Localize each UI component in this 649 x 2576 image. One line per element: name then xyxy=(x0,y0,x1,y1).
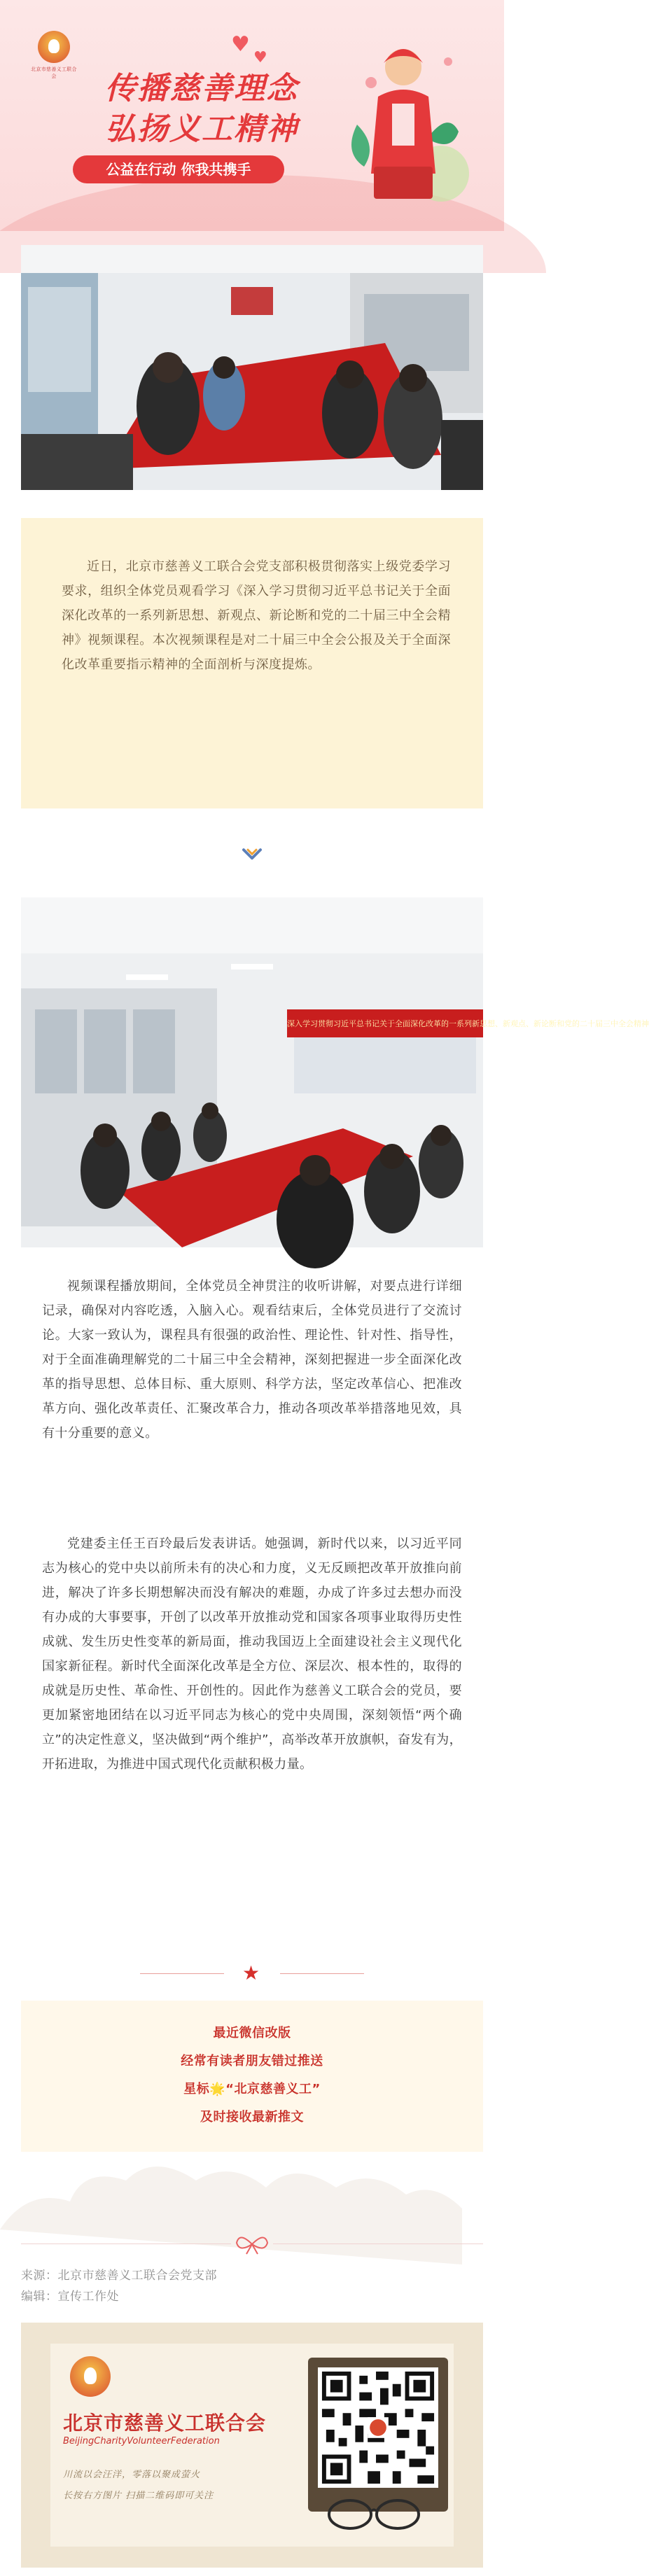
body-paragraph-2: 党建委主任王百玲最后发表讲话。她强调，新时代以来，以习近平同志为核心的党中央以前所未有的决心和力度，义无反顾把改革开放推向前进，解决了许多长期想解决而没有解决的难题，办成了许多过去想办而没有办成的大事要事，开创了以改革开放推动党和国家各项事业取得历史性成就、发生历史性变革的新局面，推动我国迈上全面建设社会主义现代化国家新征程。新时代全面深化改革是全方位、深层次、根本性的，取得的成就是历史性、革命性、开创性的。因此作为慈善义工联合会的党员，要更加紧密地团结在以习近平同志为核心的党中央周围，深刻领悟“两个确立”的决定性意义，坚决做到“两个维护”，高举改革开放旗帜，奋发有为，开拓进取，为推进中国式现代化贡献积极力量。 xyxy=(42,1536,462,1772)
banner-title xyxy=(55,69,349,150)
footer-card xyxy=(21,2323,483,2568)
divider-line xyxy=(140,1973,224,1974)
notice-line-3 xyxy=(21,2079,483,2097)
meeting-screen-text: 深入学习贯彻习近平总书记关于全面深化改革的一系列新思想、新观点、新论断和党的二十届三中全会精神 xyxy=(287,1019,649,1028)
glasses-decoration xyxy=(322,2491,427,2533)
credit-source: 来源：北京市慈善义工联合会党支部 xyxy=(21,2269,217,2283)
volunteer-illustration xyxy=(343,34,462,209)
star-divider xyxy=(126,1960,378,1988)
org-logo-icon xyxy=(70,2356,111,2397)
star-emoji-icon: 🌟 xyxy=(209,2082,226,2096)
intro-paragraph: 近日，北京市慈善义工联合会党支部积极贯彻落实上级党委学习要求，组织全体党员观看学习《深入学习贯彻习近平总书记关于全面深化改革的一系列新思想、新观点、新论断和党的二十届三中全会精神》视频课程。本次视频课程是对二十届三中全会公报及关于全面深化改革重要指示精神的全面剖析与深度提炼。 xyxy=(62,559,451,672)
credit-editor: 编辑：宣传工作处 xyxy=(21,2290,119,2304)
charity-seal-icon xyxy=(38,31,70,63)
qr-code[interactable] xyxy=(318,2367,438,2488)
bow-icon xyxy=(234,2233,270,2255)
heart-icon: ♥ xyxy=(231,32,250,57)
notice-line-4: 及时接收最新推文 xyxy=(200,2110,304,2124)
body-paragraph-1: 视频课程播放期间，全体党员全神贯注的收听讲解，对要点进行详细记录，确保对内容吃透，入脑入心。观看结束后，全体党员进行了交流讨论。大家一致认为，课程具有很强的政治性、理论性、针对性、指导性，对于全面准确理解党的二十届三中全会精神，深刻把握进一步全面深化改革的指导思想、总体目标、重大原则、科学方法，坚定改革信心、把准改革方向、强化改革责任、汇聚改革合力，推动各项改革举措落地见效，具有十分重要的意义。 xyxy=(42,1279,462,1441)
qr-code-frame xyxy=(308,2358,448,2512)
chevron-down-icon xyxy=(241,846,263,864)
header-banner xyxy=(0,0,504,231)
banner-title-line1: 传播慈善理念 xyxy=(105,71,298,106)
org-logo-caption: 北京市慈善义工联合会 xyxy=(31,66,77,79)
footer-slogan-1: 川流以会汪洋，零落以聚成萤火 xyxy=(63,2470,201,2480)
footer-org-name-en: BeijingCharityVolunteerFederation xyxy=(63,2436,220,2446)
banner-slogan: 公益在行动 你我共携手 xyxy=(73,155,284,183)
footer-slogan-2: 长按右方图片 扫描二维码即可关注 xyxy=(63,2491,214,2501)
footer-org-name: 北京市慈善义工联合会 xyxy=(63,2412,267,2435)
divider-line xyxy=(280,1973,364,1974)
banner-title-line2: 弘扬义工精神 xyxy=(105,111,298,147)
meeting-photo-1 xyxy=(21,245,483,490)
cloud-decoration xyxy=(0,2124,504,2230)
intro-box xyxy=(21,518,483,808)
notice-line-1: 最近微信改版 xyxy=(213,2026,291,2040)
star-icon: ★ xyxy=(242,1961,260,1984)
heart-icon: ♥ xyxy=(253,49,267,66)
notice-account-name: “北京慈善义工” xyxy=(225,2082,321,2096)
notice-line-2: 经常有读者朋友错过推送 xyxy=(181,2054,323,2068)
notice-star-prefix: 星标 xyxy=(183,2082,210,2096)
meeting-photo-2 xyxy=(21,897,649,1247)
